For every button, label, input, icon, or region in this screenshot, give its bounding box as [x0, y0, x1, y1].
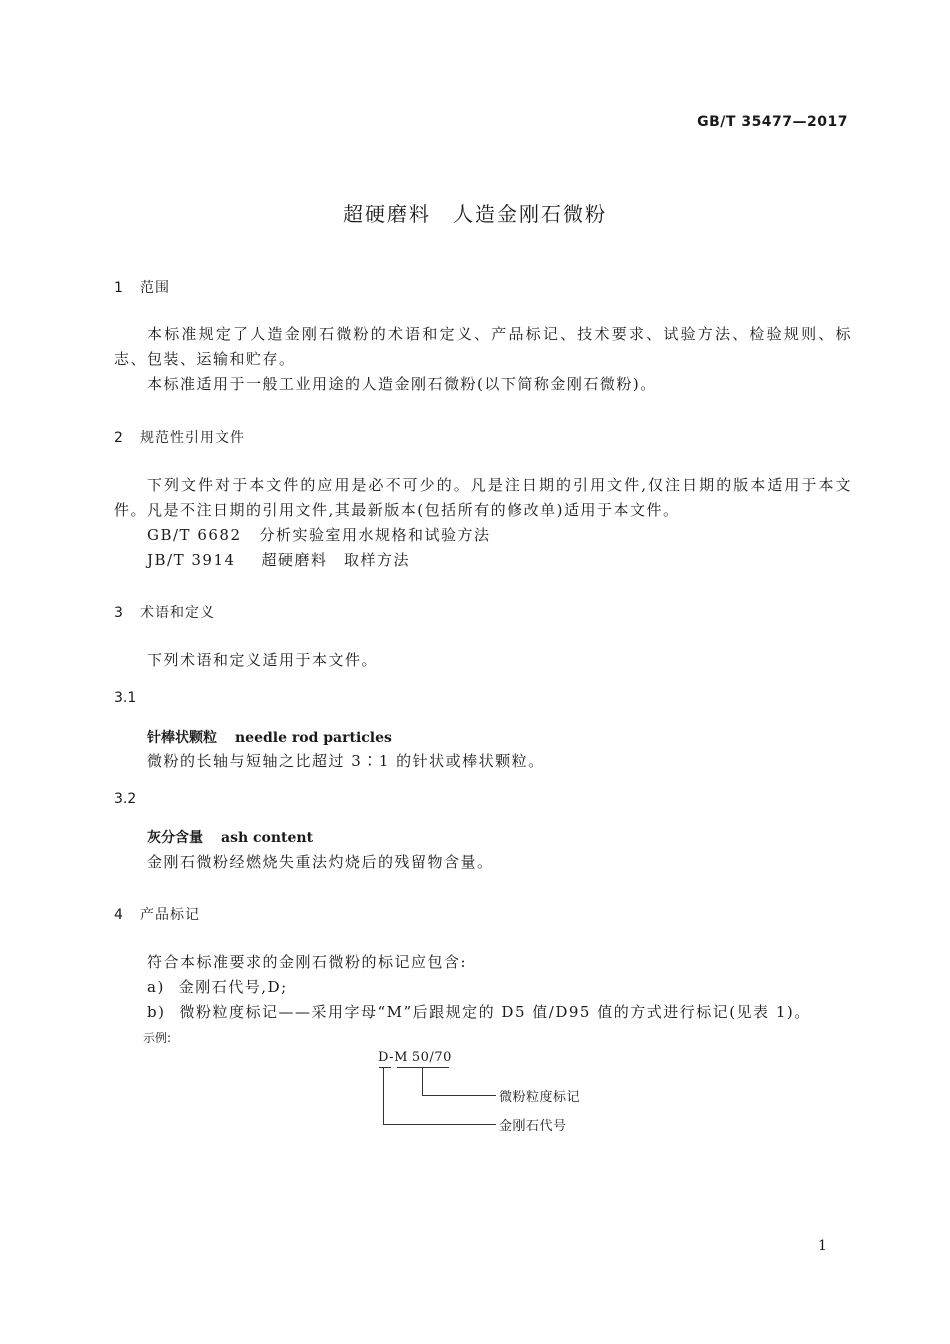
section-title: 术语和定义 [140, 605, 215, 621]
section-1-heading [114, 277, 170, 297]
list-text: 微粉粒度标记——采用字母“M”后跟规定的 D5 值/D95 值的方式进行标记(见表 1)。 [179, 1003, 811, 1021]
size-leader-horizontal [422, 1095, 496, 1096]
reference-code: GB/T 6682 [147, 526, 242, 544]
section-4-heading [114, 904, 200, 924]
section-3-paragraph-1: 下列术语和定义适用于本文件。 [147, 651, 379, 669]
underline-d [379, 1067, 391, 1068]
code-separator: - [389, 1050, 395, 1065]
section-1-paragraph-2: 本标准适用于一般工业用途的人造金刚石微粉(以下简称金刚石微粉)。 [147, 375, 657, 393]
list-label: a) [147, 978, 165, 996]
section-2-paragraph-1: 下列文件对于本文件的应用是必不可少的。凡是注日期的引用文件,仅注日期的版本适用于本文件。凡是不注日期的引用文件,其最新版本(包括所有的修改单)适用于本文件。 [114, 476, 852, 519]
term-heading [147, 727, 392, 747]
term-number: 3.1 [114, 690, 137, 706]
standard-code: GB/T 35477—2017 [697, 114, 848, 130]
page-number: 1 [818, 1238, 827, 1254]
reference-name: 超硬磨料 取样方法 [261, 551, 411, 569]
marking-code [378, 1050, 452, 1065]
size-leader-vertical [422, 1068, 423, 1095]
list-item-b [147, 1000, 811, 1025]
label-size-marking: 微粉粒度标记 [499, 1090, 581, 1105]
section-title: 产品标记 [140, 907, 200, 923]
reference-item [147, 523, 491, 548]
section-2-heading [114, 427, 245, 447]
label-diamond-code: 金刚石代号 [499, 1119, 567, 1134]
code-leader-vertical [383, 1068, 384, 1124]
reference-item [147, 548, 410, 573]
example-label: 示例: [143, 1031, 172, 1045]
reference-name: 分析实验室用水规格和试验方法 [259, 526, 491, 544]
list-text: 金刚石代号,D; [178, 978, 288, 996]
code-m: M [394, 1050, 408, 1065]
document-title: 超硬磨料 人造金刚石微粉 [343, 202, 607, 226]
code-size: 50/70 [411, 1050, 452, 1065]
term-definition: 金刚石微粉经燃烧失重法灼烧后的残留物含量。 [147, 853, 494, 871]
section-number: 1 [114, 280, 124, 296]
term-chinese: 针棒状颗粒 [147, 730, 217, 746]
term-english: needle rod particles [235, 730, 392, 746]
section-3-heading [114, 602, 215, 622]
underline-size [397, 1067, 449, 1068]
list-item-a [147, 975, 288, 1000]
section-number: 3 [114, 605, 124, 621]
section-title: 规范性引用文件 [140, 430, 245, 446]
section-number: 2 [114, 430, 124, 446]
section-1-paragraph-1: 本标准规定了人造金刚石微粉的术语和定义、产品标记、技术要求、试验方法、检验规则、标志、包装、运输和贮存。 [114, 325, 852, 368]
term-english: ash content [221, 830, 314, 846]
term-definition: 微粉的长轴与短轴之比超过 3∶1 的针状或棒状颗粒。 [147, 752, 545, 770]
code-d: D [378, 1050, 390, 1065]
reference-code: JB/T 3914 [147, 551, 236, 569]
term-chinese: 灰分含量 [147, 830, 203, 846]
section-4-paragraph-1: 符合本标准要求的金刚石微粉的标记应包含: [147, 953, 468, 971]
term-heading [147, 827, 313, 847]
list-label: b) [147, 1003, 166, 1021]
section-title: 范围 [140, 280, 170, 296]
section-number: 4 [114, 907, 124, 923]
code-leader-horizontal [383, 1124, 496, 1125]
term-number: 3.2 [114, 791, 137, 807]
